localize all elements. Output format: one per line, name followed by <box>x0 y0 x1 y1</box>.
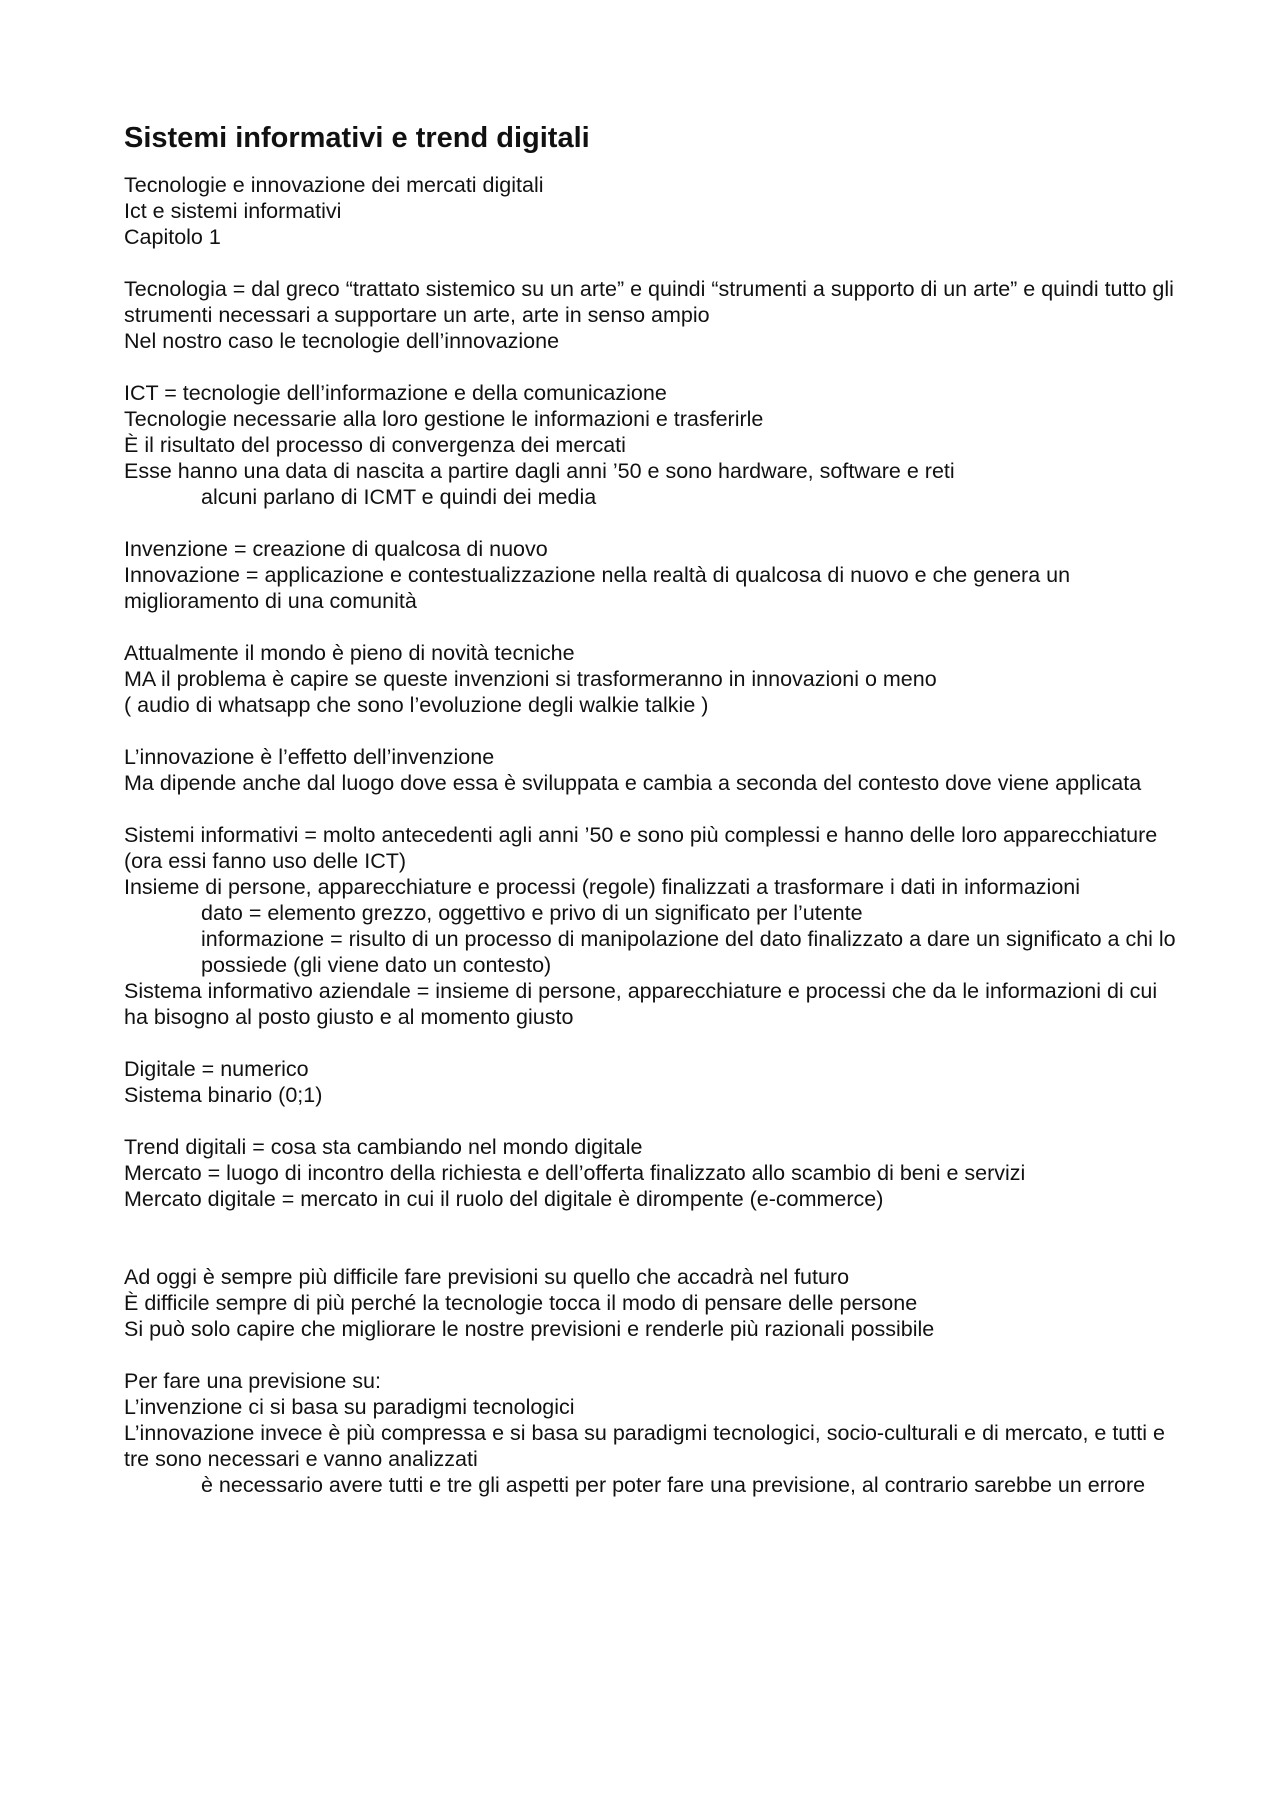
paragraph <box>124 640 1184 718</box>
paragraph <box>124 380 1184 510</box>
text-line: ( audio di whatsapp che sono l’evoluzione degli walkie talkie ) <box>124 693 709 717</box>
indented-text-line: dato = elemento grezzo, oggettivo e privo di un significato per l’utente <box>201 901 863 925</box>
text-line: Mercato digitale = mercato in cui il ruolo del digitale è dirompente (e-commerce) <box>124 1187 884 1211</box>
text-line: Capitolo 1 <box>124 225 221 249</box>
document-page <box>124 120 1184 1524</box>
paragraph <box>124 744 1184 796</box>
text-line: Innovazione = applicazione e contestualizzazione nella realtà di qualcosa di nuovo e che genera un miglioramento di una comunità <box>124 563 1071 613</box>
text-line: Tecnologie e innovazione dei mercati digitali <box>124 173 544 197</box>
text-line: L’innovazione è l’effetto dell’invenzione <box>124 745 495 769</box>
document-body <box>124 172 1184 1498</box>
text-line: Attualmente il mondo è pieno di novità tecniche <box>124 641 575 665</box>
indented-text-line: è necessario avere tutti e tre gli aspetti per poter fare una previsione, al contrario sarebbe un errore <box>201 1473 1146 1497</box>
paragraph <box>124 1056 1184 1108</box>
text-line: Tecnologie necessarie alla loro gestione le informazioni e trasferirle <box>124 407 764 431</box>
text-line: Trend digitali = cosa sta cambiando nel mondo digitale <box>124 1135 643 1159</box>
document-title: Sistemi informativi e trend digitali <box>124 122 590 154</box>
text-line: Sistemi informativi = molto antecedenti agli anni ’50 e sono più complessi e hanno delle loro apparecchiature (ora essi fanno uso delle ICT) <box>124 823 1158 873</box>
paragraph <box>124 172 1184 250</box>
paragraph <box>124 536 1184 614</box>
text-line: Sistema binario (0;1) <box>124 1083 323 1107</box>
text-line: Si può solo capire che migliorare le nostre previsioni e renderle più razionali possibile <box>124 1317 935 1341</box>
text-line: L’invenzione ci si basa su paradigmi tecnologici <box>124 1395 575 1419</box>
paragraph <box>124 1368 1184 1498</box>
paragraph <box>124 1264 1184 1342</box>
text-line: Tecnologia = dal greco “trattato sistemico su un arte” e quindi “strumenti a supporto di un arte” e quindi tutto gli strumenti necessari a supportare un arte, arte in senso ampio <box>124 277 1174 327</box>
text-line: Esse hanno una data di nascita a partire dagli anni ’50 e sono hardware, software e reti <box>124 459 955 483</box>
text-line: Mercato = luogo di incontro della richiesta e dell’offerta finalizzato allo scambio di beni e servizi <box>124 1161 1026 1185</box>
indented-text-line: informazione = risulto di un processo di manipolazione del dato finalizzato a dare un significato a chi lo possiede (gli viene dato un contesto) <box>201 927 1176 977</box>
text-line: Per fare una previsione su: <box>124 1369 381 1393</box>
text-line: Nel nostro caso le tecnologie dell’innovazione <box>124 329 560 353</box>
text-line: ICT = tecnologie dell’informazione e della comunicazione <box>124 381 667 405</box>
text-line: Ict e sistemi informativi <box>124 199 342 223</box>
text-line: L’innovazione invece è più compressa e si basa su paradigmi tecnologici, socio-culturali e di mercato, e tutti e tre sono necessari e vanno analizzati <box>124 1421 1165 1471</box>
text-line: È difficile sempre di più perché la tecnologie tocca il modo di pensare delle persone <box>124 1291 918 1315</box>
text-line: Invenzione = creazione di qualcosa di nuovo <box>124 537 548 561</box>
indented-text-line: alcuni parlano di ICMT e quindi dei media <box>201 485 597 509</box>
text-line: Ad oggi è sempre più difficile fare previsioni su quello che accadrà nel futuro <box>124 1265 850 1289</box>
paragraph <box>124 1134 1184 1212</box>
text-line: È il risultato del processo di convergenza dei mercati <box>124 433 626 457</box>
text-line: Ma dipende anche dal luogo dove essa è sviluppata e cambia a seconda del contesto dove viene applicata <box>124 771 1142 795</box>
paragraph <box>124 822 1184 1030</box>
paragraph <box>124 276 1184 354</box>
text-line: Digitale = numerico <box>124 1057 309 1081</box>
text-line: Insieme di persone, apparecchiature e processi (regole) finalizzati a trasformare i dati in informazioni <box>124 875 1081 899</box>
text-line: MA il problema è capire se queste invenzioni si trasformeranno in innovazioni o meno <box>124 667 937 691</box>
text-line: Sistema informativo aziendale = insieme di persone, apparecchiature e processi che da le informazioni di cui ha bisogno al posto giusto e al momento giusto <box>124 979 1158 1029</box>
